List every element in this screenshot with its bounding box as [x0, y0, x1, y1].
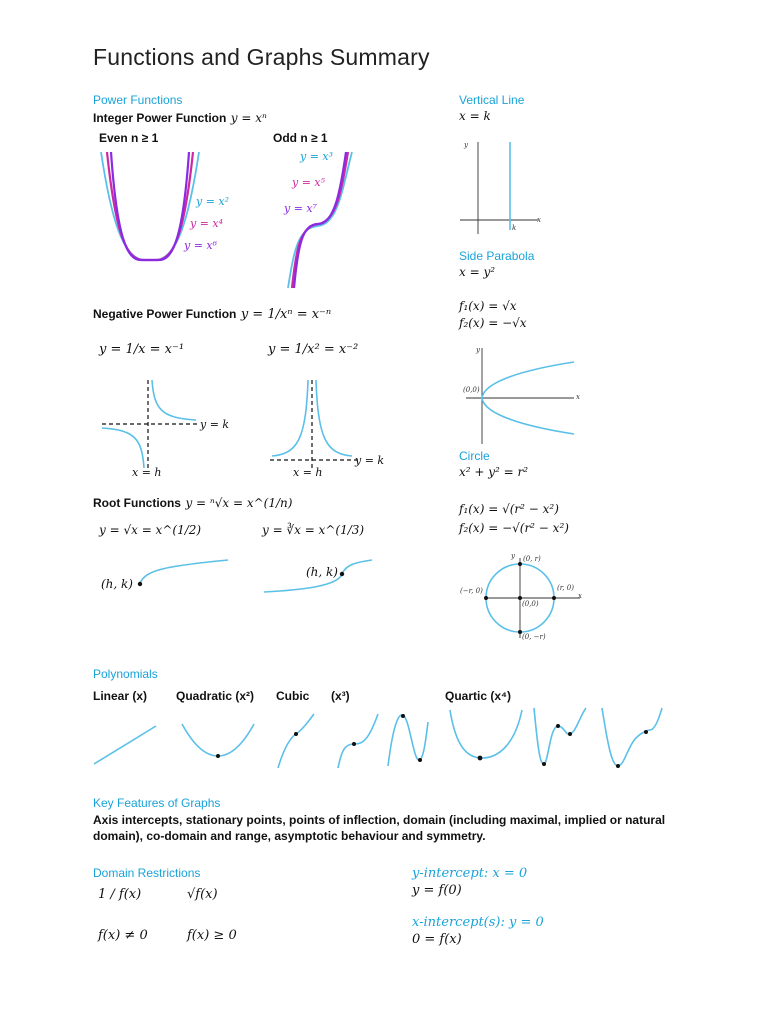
y-intercept-heading: y-intercept: x = 0 [412, 866, 528, 881]
side-parabola-f1: f₁(x) = √x [459, 299, 517, 313]
hyperbola-graph [100, 378, 200, 470]
asymptote-v-label: x = h [293, 466, 323, 479]
negative-power-label: Negative Power Function [93, 307, 237, 321]
even-curve-label: y = x² [196, 195, 230, 208]
quartic-graph-3 [600, 706, 664, 770]
reciprocal-squared-eq: y = 1/x² = x⁻² [268, 342, 359, 357]
circle-point-origin: (0,0) [522, 600, 539, 608]
circle-eq: x² + y² = r² [459, 465, 529, 479]
circle-point-left: (−r, 0) [460, 587, 483, 595]
asymptote-h-label: y = k [355, 454, 385, 467]
sqrt-condition: f(x) ≥ 0 [187, 928, 237, 943]
truncus-graph [268, 378, 360, 470]
x-intercept-heading: x-intercept(s): y = 0 [412, 915, 544, 930]
quartic-graph-1 [448, 708, 524, 762]
integer-power-eq: y = xⁿ [230, 111, 267, 125]
side-parabola-eq: x = y² [459, 265, 496, 279]
x-intercept-eq: 0 = f(x) [412, 932, 462, 947]
page-title: Functions and Graphs Summary [93, 44, 430, 70]
odd-power-graph [280, 150, 360, 290]
circle-point-bottom: (0, −r) [522, 633, 546, 641]
odd-curve-label: y = x⁷ [284, 202, 318, 215]
asymptote-h-label: y = k [200, 418, 230, 431]
negative-power-row [93, 305, 331, 323]
asymptote-v-label: x = h [132, 466, 162, 479]
polynomials-heading: Polynomials [93, 667, 158, 681]
key-features-text: Axis intercepts, stationary points, points of inflection, domain (including maximal, implied or natural domain), co-domain and range, asymptotic behaviour and symmetry. [93, 813, 666, 843]
power-functions-heading: Power Functions [93, 93, 183, 107]
sqrt-expr: √f(x) [187, 887, 218, 902]
side-parabola-graph [462, 346, 580, 446]
cubic-graph-1 [276, 712, 316, 770]
circle-heading: Circle [459, 449, 490, 463]
cubic-power-label: (x³) [331, 689, 350, 703]
axis-x-label: x [537, 216, 541, 224]
integer-power-row [93, 109, 267, 127]
k-label: k [512, 224, 517, 232]
vertical-line-heading: Vertical Line [459, 93, 525, 107]
origin-label: (0,0) [463, 386, 480, 394]
axis-y-label: y [464, 141, 468, 149]
axis-x-label: x [576, 393, 580, 401]
even-curve-label: y = x⁴ [190, 217, 224, 230]
side-parabola-f2: f₂(x) = −√x [459, 316, 527, 330]
root-functions-row [93, 494, 292, 512]
root-functions-eq: y = ⁿ√x = x^(1/n) [185, 496, 293, 510]
circle-f1: f₁(x) = √(r² − x²) [459, 502, 559, 516]
reciprocal-eq: y = 1/x = x⁻¹ [99, 342, 185, 357]
odd-curve-label: y = x⁵ [292, 176, 326, 189]
negative-power-eq: y = 1/xⁿ = x⁻ⁿ [240, 307, 332, 322]
linear-graph [92, 724, 158, 766]
quartic-label: Quartic (x⁴) [445, 689, 511, 703]
linear-label: Linear (x) [93, 689, 148, 703]
key-features-heading: Key Features of Graphs [93, 796, 221, 810]
reciprocal-condition: f(x) ≠ 0 [98, 928, 148, 943]
sqrt-eq: y = √x = x^(1/2) [99, 523, 202, 537]
y-intercept-eq: y = f(0) [412, 883, 462, 898]
vertical-line-graph [458, 140, 544, 236]
odd-curve-label: y = x³ [300, 150, 334, 163]
point-label: (h, k) [306, 565, 338, 579]
even-label: Even n ≥ 1 [99, 131, 159, 145]
axis-y-label: y [476, 346, 480, 354]
cbrt-eq: y = ∛x = x^(1/3) [262, 523, 365, 537]
circle-point-right: (r, 0) [557, 584, 574, 592]
circle-point-top: (0, r) [523, 555, 541, 563]
vertical-line-eq: x = k [459, 109, 491, 123]
axis-x-label: x [578, 592, 582, 600]
domain-heading: Domain Restrictions [93, 866, 201, 880]
quartic-graph-2 [532, 706, 588, 770]
odd-label: Odd n ≥ 1 [273, 131, 328, 145]
cubic-graph-3 [386, 708, 430, 770]
point-label: (h, k) [101, 577, 133, 591]
reciprocal-expr: 1 / f(x) [98, 887, 142, 902]
root-functions-label: Root Functions [93, 496, 181, 510]
integer-power-label: Integer Power Function [93, 111, 227, 125]
quadratic-graph [180, 722, 256, 760]
even-curve-label: y = x⁶ [184, 239, 218, 252]
side-parabola-heading: Side Parabola [459, 249, 535, 263]
circle-graph [484, 556, 584, 640]
cubic-graph-2 [336, 712, 380, 770]
quadratic-label: Quadratic (x²) [176, 689, 255, 703]
circle-f2: f₂(x) = −√(r² − x²) [459, 521, 569, 535]
axis-y-label: y [511, 552, 515, 560]
sqrt-graph [136, 556, 232, 590]
cubic-label: Cubic [276, 689, 310, 703]
